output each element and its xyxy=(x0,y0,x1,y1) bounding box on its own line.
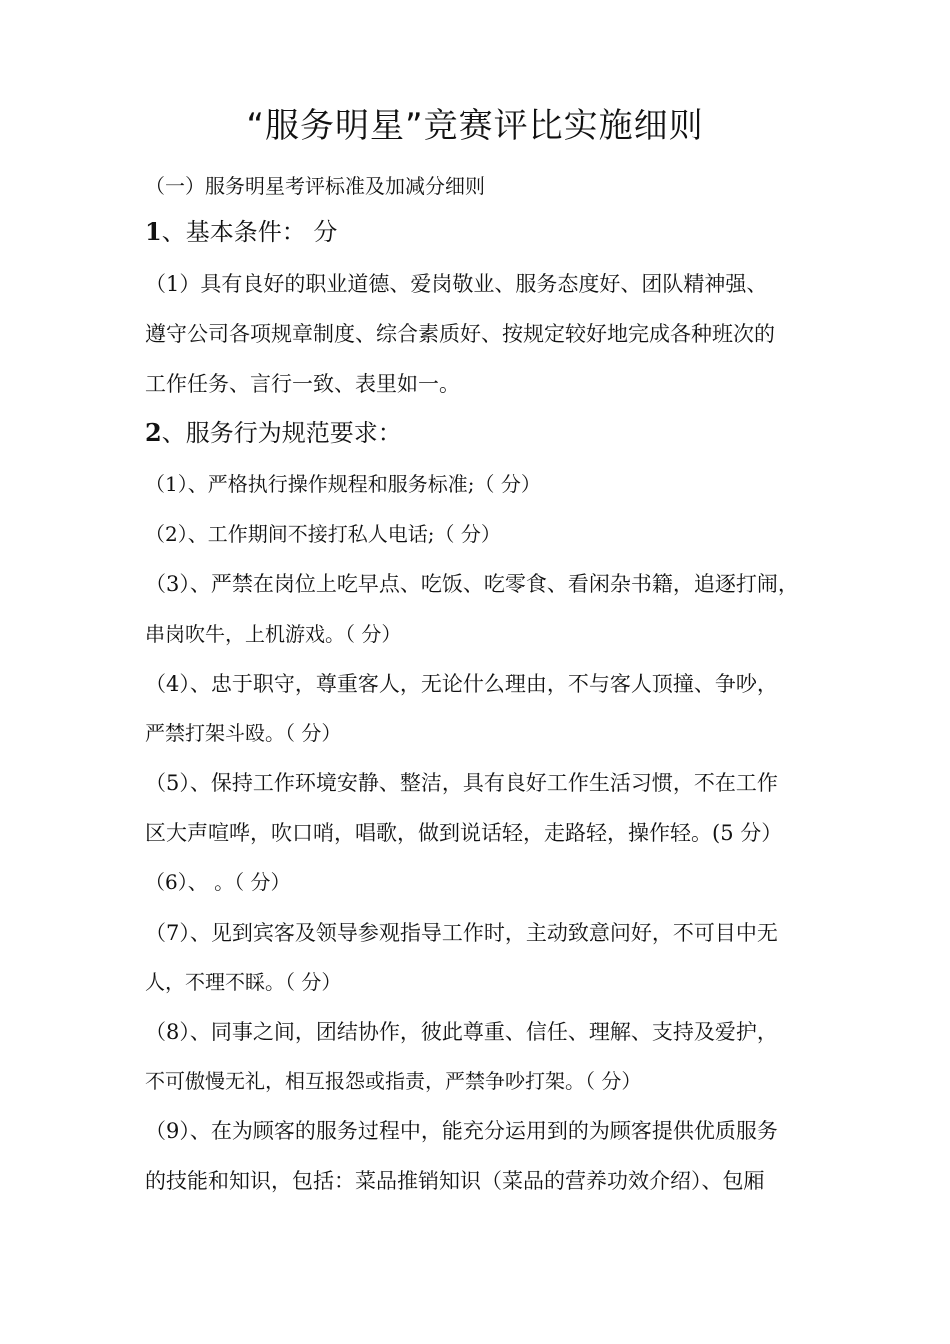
rule-item: （1）、严格执行操作规程和服务标准;（ 分） xyxy=(145,472,541,496)
rule-item: （2）、工作期间不接打私人电话;（ 分） xyxy=(145,522,501,546)
heading-text: 、基本条件： 分 xyxy=(161,218,338,246)
heading-number: 1 xyxy=(145,217,162,246)
paragraph-line: （1）具有良好的职业道德、爱岗敬业、服务态度好、团队精神强、 xyxy=(145,272,768,296)
rule-item: （6）、 。（ 分） xyxy=(145,870,291,894)
paragraph-line: 工作任务、言行一致、表里如一。 xyxy=(145,372,460,396)
rule-item: （5）、保持工作环境安静、整洁，具有良好工作生活习惯，不在工作 xyxy=(145,771,778,795)
rule-item-continued: 区大声喧哗，吹口哨，唱歌，做到说话轻，走路轻，操作轻。(5 分） xyxy=(145,821,783,845)
document-title: “服务明星”竞赛评比实施细则 xyxy=(246,106,704,146)
section-intro: （一）服务明星考评标准及加减分细则 xyxy=(145,174,485,198)
heading-text: 、服务行为规范要求： xyxy=(161,419,402,447)
heading-basic-conditions xyxy=(145,215,810,249)
rule-item-continued: 串岗吹牛，上机游戏。（ 分） xyxy=(145,622,402,646)
rule-item-continued: 人，不理不睬。（ 分） xyxy=(145,970,342,994)
rule-item: （9）、在为顾客的服务过程中，能充分运用到的为顾客提供优质服务 xyxy=(145,1119,778,1143)
rule-item: （4）、忠于职守，尊重客人，无论什么理由，不与客人顶撞、争吵， xyxy=(145,672,778,696)
rule-item: （7）、见到宾客及领导参观指导工作时，主动致意问好，不可目中无 xyxy=(145,921,778,945)
paragraph-line: 遵守公司各项规章制度、综合素质好、按规定较好地完成各种班次的 xyxy=(145,322,775,346)
heading-number: 2 xyxy=(145,418,162,447)
rule-item: （8）、同事之间，团结协作，彼此尊重、信任、理解、支持及爱护， xyxy=(145,1020,778,1044)
heading-service-rules xyxy=(145,416,810,450)
rule-item-continued: 的技能和知识，包括：菜品推销知识（菜品的营养功效介绍）、包厢 xyxy=(145,1169,765,1193)
rule-item-continued: 严禁打架斗殴。（ 分） xyxy=(145,721,342,745)
rule-item-continued: 不可傲慢无礼，相互报怨或指责，严禁争吵打架。（ 分） xyxy=(145,1069,642,1093)
rule-item: （3）、严禁在岗位上吃早点、吃饭、吃零食、看闲杂书籍，追逐打闹， xyxy=(145,572,799,596)
